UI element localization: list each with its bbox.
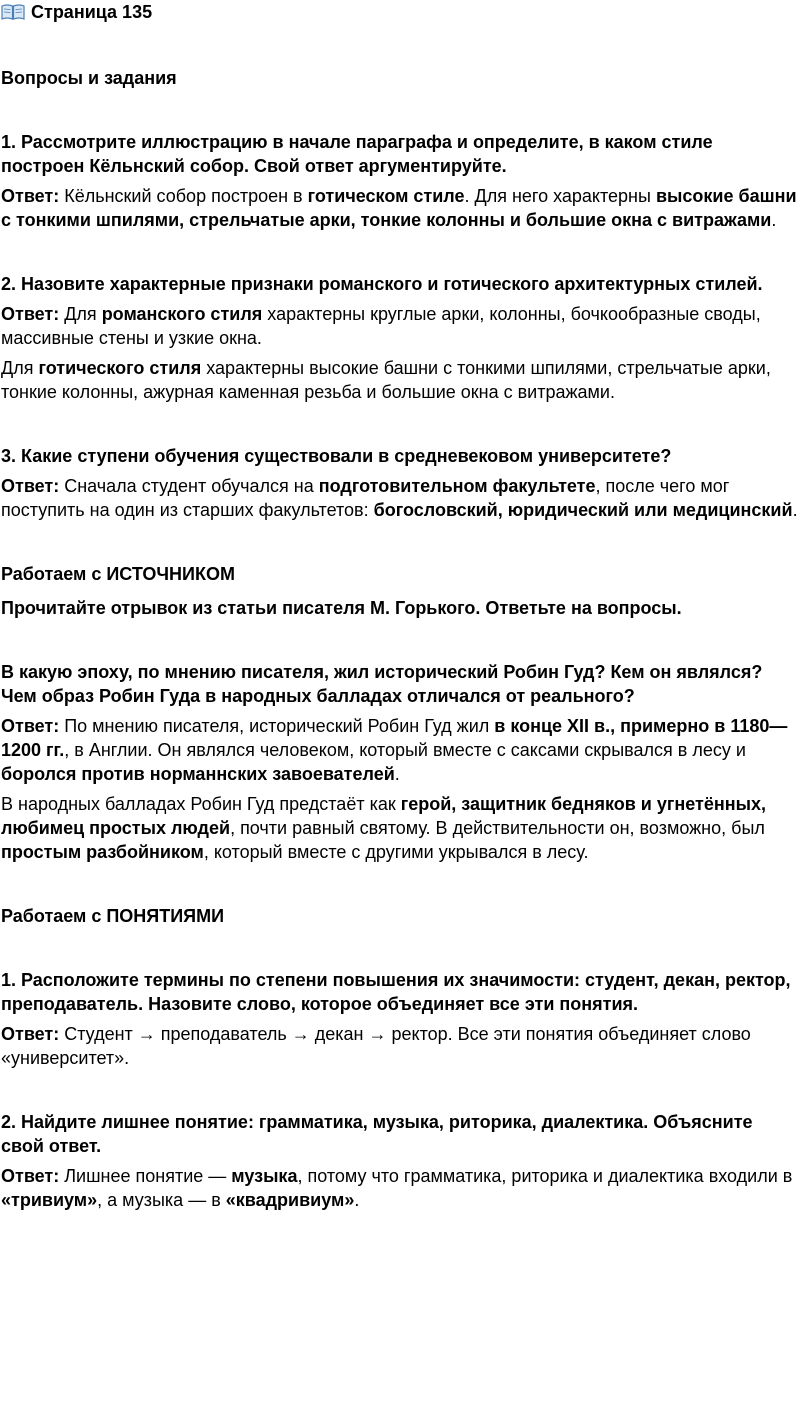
source-answer-1 [1,714,800,786]
answer-text: характерны высокие башни с тонкими шпилями, стрельчатые арки, тонкие колонны, ажурная каменная резьба и большие окна с витражами. [1,358,771,402]
answer-emphasis: музыка [231,1166,298,1186]
answer-text: , после чего мог поступить на один из старших факультетов: [1,476,730,520]
concepts-answer-2 [1,1164,800,1212]
answer-2-paragraph-2 [1,356,800,404]
answer-emphasis: простым разбойником [1,842,204,862]
answer-emphasis: романского стиля [101,304,263,324]
source-answer-1-paragraph-2 [1,792,800,864]
answer-label: Ответ: [1,716,60,736]
answer-emphasis: готическом стиле [307,186,465,206]
answer-emphasis: герой, защитник бедняков и угнетённых, любимец простых людей [1,794,766,838]
answer-label: Ответ: [1,304,60,324]
answer-text: По мнению писателя, исторический Робин Гуд жил [59,716,495,736]
answer-text: Студент → преподаватель → декан → ректор. Все эти понятия объединяет слово «университет». [1,1024,751,1068]
answer-label: Ответ: [1,1166,60,1186]
question-1: 1. Рассмотрите иллюстрацию в начале параграфа и определите, в каком стиле построен Кёльнский собор. Свой ответ аргументируйте. [1,132,713,176]
source-intro: Прочитайте отрывок из статьи писателя М. Горького. Ответьте на вопросы. [1,598,682,618]
answer-text: . [394,764,400,784]
answer-text: В народных балладах Робин Гуд предстаёт как [1,794,401,814]
answer-emphasis: подготовительном факультете [318,476,596,496]
answer-label: Ответ: [1,476,60,496]
section-title-source: Работаем с ИСТОЧНИКОМ [1,564,235,584]
answer-text: Сначала студент обучался на [59,476,319,496]
concepts-question-1: 1. Расположите термины по степени повышения их значимости: студент, декан, ректор, преподаватель. Назовите слово, которое объединяет все эти понятия. [1,970,791,1014]
page-header [1,0,800,24]
section-title-questions: Вопросы и задания [1,68,177,88]
answer-text: . [792,500,798,520]
answer-text: , а музыка — в [97,1190,226,1210]
answer-1 [1,184,800,232]
answer-emphasis: «тривиум» [1,1190,98,1210]
answer-text: , в Англии. Он являлся человеком, который вместе с саксами скрывался в лесу и [64,740,746,760]
answer-3 [1,474,800,522]
question-2: 2. Назовите характерные признаки романского и готического архитектурных стилей. [1,274,763,294]
source-question-1: В какую эпоху, по мнению писателя, жил исторический Робин Гуд? Кем он являлся? Чем образ Робин Гуда в народных балладах отличался от реального? [1,662,763,706]
answer-text: Лишнее понятие — [59,1166,232,1186]
answer-text: , потому что грамматика, риторика и диалектика входили в [297,1166,793,1186]
answer-2 [1,302,800,350]
open-book-icon [1,3,25,21]
answer-text: , который вместе с другими укрывался в лесу. [203,842,589,862]
answer-text: . Для него характерны [464,186,656,206]
answer-text: Для [59,304,102,324]
answer-text: характерны круглые арки, колонны, бочкообразные своды, массивные стены и узкие окна. [1,304,761,348]
answer-emphasis: готического стиля [38,358,202,378]
answer-emphasis: боролся против норманнских завоевателей [1,764,395,784]
answer-text: , почти равный святому. В действительности он, возможно, был [230,818,765,838]
answer-text: Для [1,358,39,378]
answer-text: . [354,1190,360,1210]
answer-emphasis: богословский, юридический или медицинский [373,500,793,520]
answer-emphasis: «квадривиум» [225,1190,355,1210]
answer-emphasis: в конце XII в., примерно в 1180—1200 гг. [1,716,788,760]
answer-text: . [771,210,777,230]
answer-label: Ответ: [1,186,60,206]
answer-emphasis: высокие башни с тонкими шпилями, стрельчатые арки, тонкие колонны и большие окна с витражами [1,186,797,230]
section-title-concepts: Работаем с ПОНЯТИЯМИ [1,906,225,926]
concepts-answer-1 [1,1022,800,1070]
answer-label: Ответ: [1,1024,60,1044]
answer-text: Кёльнский собор построен в [59,186,308,206]
page-title: Страница 135 [31,2,153,22]
concepts-question-2: 2. Найдите лишнее понятие: грамматика, музыка, риторика, диалектика. Объясните свой ответ. [1,1112,753,1156]
question-3: 3. Какие ступени обучения существовали в средневековом университете? [1,446,672,466]
